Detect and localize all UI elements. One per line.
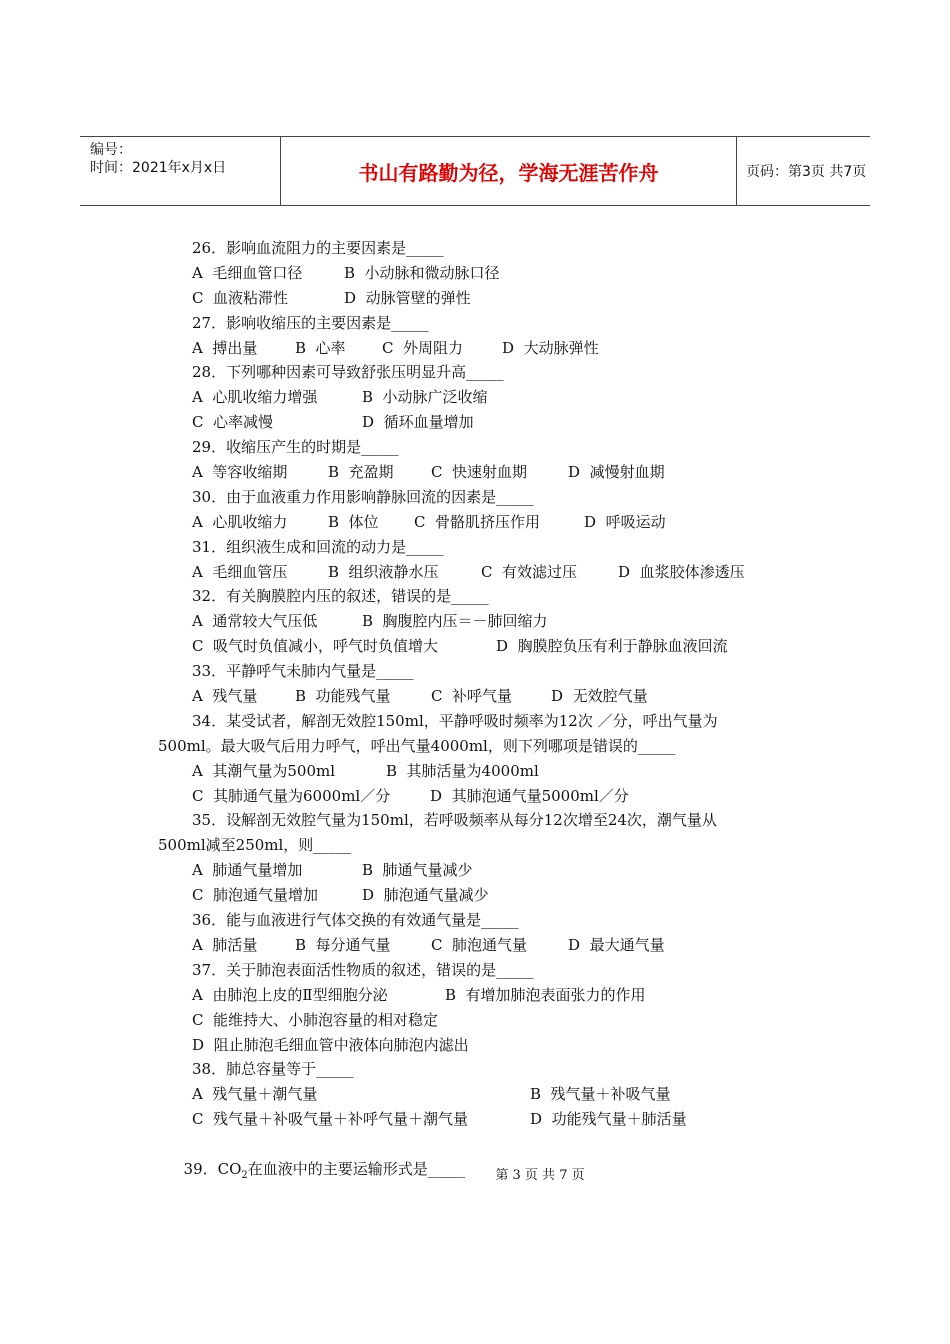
question-line: 35．设解剖无效腔气量为150ml，若呼吸频率从每分12次增至24次，潮气量从 xyxy=(192,811,717,830)
options-line xyxy=(158,560,798,585)
option: D 功能残气量＋肺活量 xyxy=(530,1110,687,1129)
option: A 毛细血管压 xyxy=(192,562,288,581)
question-line: 29．收缩压产生的时期是_____ xyxy=(192,438,399,457)
option: D 无效腔气量 xyxy=(551,687,648,706)
options-line xyxy=(158,933,798,958)
option: C 其肺通气量为6000ml／分 xyxy=(192,786,391,805)
options-line xyxy=(158,858,798,883)
option: C 外周阻力 xyxy=(382,338,464,357)
option: C 残气量＋补吸气量＋补呼气量＋潮气量 xyxy=(192,1110,469,1129)
time-label: 时间：2021年x月x日 xyxy=(90,160,227,176)
options-line xyxy=(158,759,798,784)
question-line: 26．影响血流阻力的主要因素是_____ xyxy=(192,239,444,257)
option: D 呼吸运动 xyxy=(584,512,666,531)
option: B 心率 xyxy=(295,338,346,357)
option: B 体位 xyxy=(328,512,379,531)
question-line: 500ml减至250ml，则_____ xyxy=(158,836,351,855)
option: C 吸气时负值减小，呼气时负值增大 xyxy=(192,637,439,656)
options-line xyxy=(158,784,798,809)
options-line xyxy=(158,286,798,311)
option: D 血浆胶体渗透压 xyxy=(618,562,745,581)
q39-prefix: 39．CO xyxy=(183,1159,242,1178)
option: B 充盈期 xyxy=(328,463,394,482)
options-line xyxy=(158,883,798,908)
question-line: 34．某受试者，解剖无效腔150ml，平静呼吸时频率为12次 ／分，呼出气量为 xyxy=(192,711,718,730)
options-line xyxy=(158,1107,798,1132)
question-line: 37．关于肺泡表面活性物质的叙述，错误的是_____ xyxy=(192,960,534,979)
option: C 心率减慢 xyxy=(192,413,274,432)
question-line: D 阻止肺泡毛细血管中液体向肺泡内滤出 xyxy=(192,1035,469,1054)
options-line xyxy=(158,1082,798,1107)
option: C 补呼气量 xyxy=(431,687,513,706)
option: A 等容收缩期 xyxy=(192,463,288,482)
option: B 胸腹腔内压＝－肺回缩力 xyxy=(362,612,548,631)
header-motto: 书山有路勤为径，学海无涯苦作舟 xyxy=(280,137,737,205)
question-line: 31．组织液生成和回流的动力是_____ xyxy=(192,537,444,556)
option: B 其肺活量为4000ml xyxy=(386,761,539,780)
question-line: 30．由于血液重力作用影响静脉回流的因素是_____ xyxy=(192,487,534,506)
options-line xyxy=(158,385,798,410)
options-line xyxy=(158,460,798,485)
option: A 肺活量 xyxy=(192,935,258,954)
option: D 胸膜腔负压有利于静脉血液回流 xyxy=(496,637,728,656)
option: A 心肌收缩力 xyxy=(192,512,288,531)
option: D 动脉管壁的弹性 xyxy=(344,288,471,307)
question-line: 33．平静呼气未肺内气量是_____ xyxy=(192,662,414,681)
options-line xyxy=(158,261,798,286)
option: A 搏出量 xyxy=(192,338,258,357)
q39-sub: 2 xyxy=(241,1169,248,1181)
question-line: 32．有关胸膜腔内压的叙述，错误的是_____ xyxy=(192,587,489,606)
option: C 肺泡通气量 xyxy=(431,935,528,954)
options-line xyxy=(158,336,798,361)
option: C 快速射血期 xyxy=(431,463,528,482)
options-line xyxy=(158,410,798,435)
question-line: 500ml。最大吸气后用力呼气，呼出气量4000ml，则下列哪项是错误的_____ xyxy=(158,736,676,755)
q39-suffix: 在血液中的主要运输形式是_____ xyxy=(247,1159,466,1178)
option: A 心肌收缩力增强 xyxy=(192,388,318,407)
question-line: C 能维持大、小肺泡容量的相对稳定 xyxy=(192,1010,439,1029)
page-header xyxy=(80,136,870,206)
option: C 骨骼肌挤压作用 xyxy=(414,512,541,531)
option: A 残气量＋潮气量 xyxy=(192,1085,318,1104)
number-label: 编号： xyxy=(90,142,132,158)
options-line xyxy=(158,634,798,659)
question-line: 36．能与血液进行气体交换的有效通气量是_____ xyxy=(192,911,519,930)
option: A 残气量 xyxy=(192,687,258,706)
option: A 毛细血管口径 xyxy=(192,263,303,282)
option: B 功能残气量 xyxy=(295,687,391,706)
option: B 组织液静水压 xyxy=(328,562,439,581)
question-line: 27．影响收缩压的主要因素是_____ xyxy=(192,313,429,332)
question-line: 38．肺总容量等于_____ xyxy=(192,1060,354,1079)
option: D 减慢射血期 xyxy=(568,463,665,482)
option: C 有效滤过压 xyxy=(481,562,578,581)
options-line xyxy=(158,684,798,709)
option: D 最大通气量 xyxy=(568,935,665,954)
option: C 血液粘滞性 xyxy=(192,288,289,307)
option: B 小动脉和微动脉口径 xyxy=(344,263,500,282)
question-line: 28．下列哪种因素可导致舒张压明显升高_____ xyxy=(192,363,504,382)
question-body xyxy=(158,236,798,1132)
option: A 由肺泡上皮的Ⅱ型细胞分泌 xyxy=(192,985,388,1004)
options-line xyxy=(158,983,798,1008)
option: D 其肺泡通气量5000ml／分 xyxy=(430,786,629,805)
option: B 残气量＋补吸气量 xyxy=(530,1085,671,1104)
header-meta xyxy=(80,137,280,205)
option: B 有增加肺泡表面张力的作用 xyxy=(445,985,646,1004)
options-line xyxy=(158,609,798,634)
page-code: 页码：第3页 共7页 xyxy=(746,164,867,180)
option: D 大动脉弹性 xyxy=(502,338,599,357)
question-39 xyxy=(174,1132,466,1181)
option: A 肺通气量增加 xyxy=(192,861,303,880)
option: D 肺泡通气量减少 xyxy=(362,886,489,905)
option: B 每分通气量 xyxy=(295,935,391,954)
options-line xyxy=(158,510,798,535)
option: B 小动脉广泛收缩 xyxy=(362,388,488,407)
option: C 肺泡通气量增加 xyxy=(192,886,319,905)
page-footer: 第 3 页 共 7 页 xyxy=(495,1168,585,1183)
option: A 通常较大气压低 xyxy=(192,612,318,631)
option: D 循环血量增加 xyxy=(362,413,474,432)
option: A 其潮气量为500ml xyxy=(192,761,336,780)
option: B 肺通气量减少 xyxy=(362,861,473,880)
